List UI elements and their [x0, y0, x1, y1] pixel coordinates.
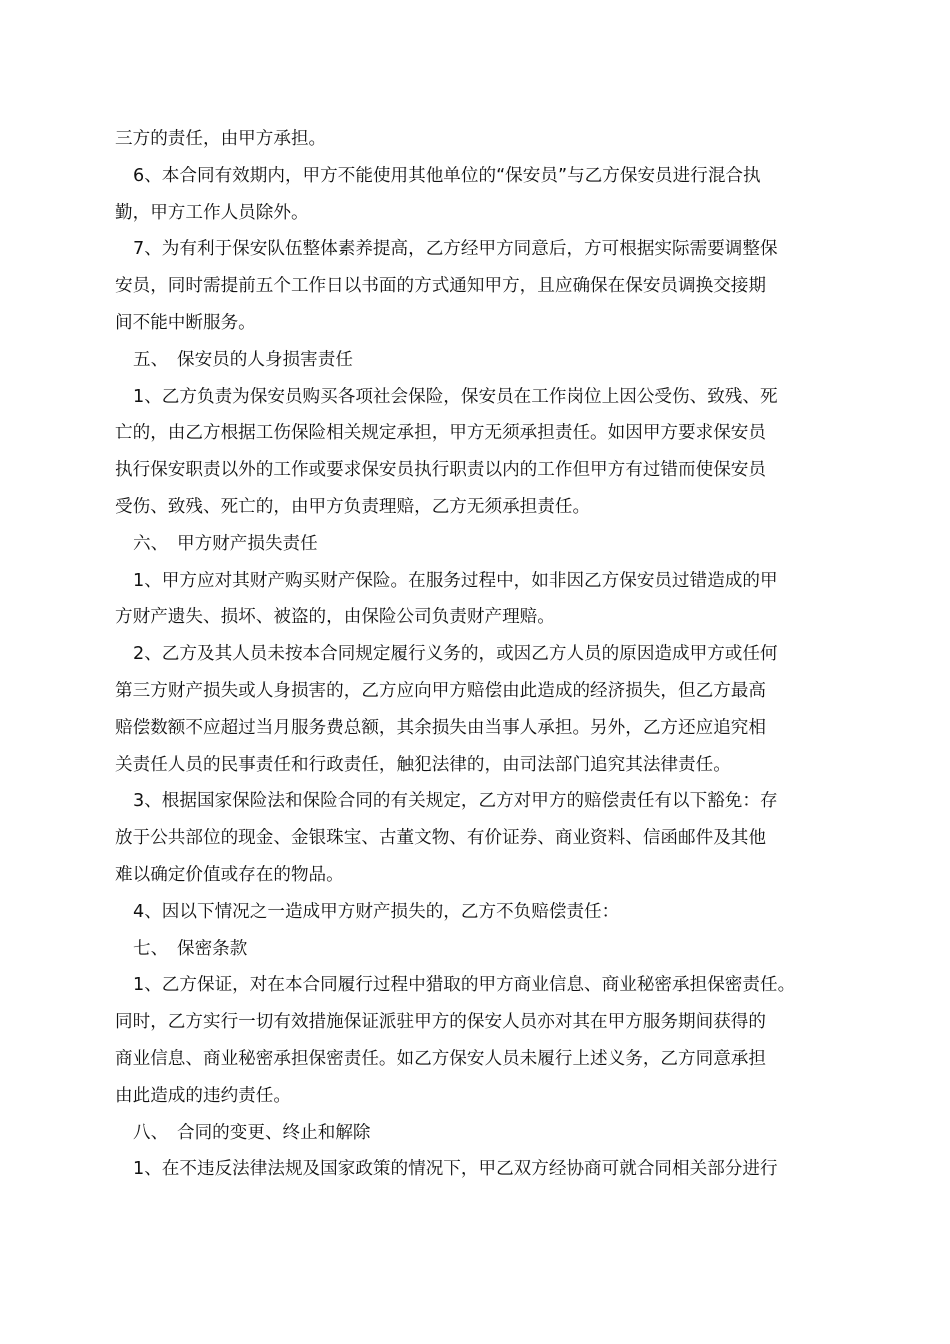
- text-line: 执行保安职责以外的工作或要求保安员执行职责以内的工作但甲方有过错而使保安员: [115, 460, 766, 481]
- text-line: 难以确定价值或存在的物品。: [115, 864, 344, 885]
- text-line: 赔偿数额不应超过当月服务费总额，其余损失由当事人承担。另外，乙方还应追究相: [115, 717, 766, 738]
- document-body: [115, 121, 837, 1188]
- text-line: 第三方财产损失或人身损害的，乙方应向甲方赔偿由此造成的经济损失，但乙方最高: [115, 680, 766, 701]
- paragraph-start: 1、在不违反法律法规及国家政策的情况下，甲乙双方经协商可就合同相关部分进行: [133, 1159, 778, 1180]
- paragraph-start: 4、因以下情况之一造成甲方财产损失的，乙方不负赔偿责任：: [133, 901, 620, 922]
- paragraph-start: 1、甲方应对其财产购买财产保险。在服务过程中，如非因乙方保安员过错造成的甲: [133, 570, 778, 591]
- text-line: 由此造成的违约责任。: [115, 1085, 291, 1106]
- text-line: 间不能中断服务。: [115, 312, 256, 333]
- paragraph-start: 2、乙方及其人员未按本合同规定履行义务的，或因乙方人员的原因造成甲方或任何: [133, 644, 778, 665]
- text-line: 亡的，由乙方根据工伤保险相关规定承担，甲方无须承担责任。如因甲方要求保安员: [115, 423, 766, 444]
- text-line: 三方的责任，由甲方承担。: [115, 129, 327, 149]
- section-heading-8: 八、 合同的变更、终止和解除: [133, 1122, 371, 1143]
- paragraph-6-start: 6、本合同有效期内，甲方不能使用其他单位的“保安员”与乙方保安员进行混合执: [133, 165, 761, 186]
- paragraph-start: 3、根据国家保险法和保险合同的有关规定，乙方对甲方的赔偿责任有以下豁免：存: [133, 791, 778, 812]
- paragraph-7-start: 7、为有利于保安队伍整体素养提高，乙方经甲方同意后，方可根据实际需要调整保: [133, 239, 778, 260]
- text-line: 方财产遗失、损坏、被盗的，由保险公司负责财产理赔。: [115, 607, 555, 628]
- text-line: 勤，甲方工作人员除外。: [115, 202, 309, 223]
- text-line: 关责任人员的民事责任和行政责任，触犯法律的，由司法部门追究其法律责任。: [115, 754, 731, 775]
- text-line: 放于公共部位的现金、金银珠宝、古董文物、有价证券、商业资料、信函邮件及其他: [115, 828, 766, 849]
- text-line: 商业信息、商业秘密承担保密责任。如乙方保安人员未履行上述义务，乙方同意承担: [115, 1048, 766, 1069]
- section-heading-7: 七、 保密条款: [133, 938, 248, 959]
- text-line: 同时，乙方实行一切有效措施保证派驻甲方的保安人员亦对其在甲方服务期间获得的: [115, 1012, 766, 1033]
- text-line: 受伤、致残、死亡的，由甲方负责理赔，乙方无须承担责任。: [115, 496, 591, 517]
- paragraph-start: 1、乙方负责为保安员购买各项社会保险，保安员在工作岗位上因公受伤、致残、死: [133, 386, 778, 407]
- text-line: 安员，同时需提前五个工作日以书面的方式通知甲方，且应确保在保安员调换交接期: [115, 276, 766, 297]
- paragraph-start: 1、乙方保证，对在本合同履行过程中猎取的甲方商业信息、商业秘密承担保密责任。: [133, 975, 796, 996]
- section-heading-6: 六、 甲方财产损失责任: [133, 533, 318, 554]
- section-heading-5: 五、 保安员的人身损害责任: [133, 349, 353, 370]
